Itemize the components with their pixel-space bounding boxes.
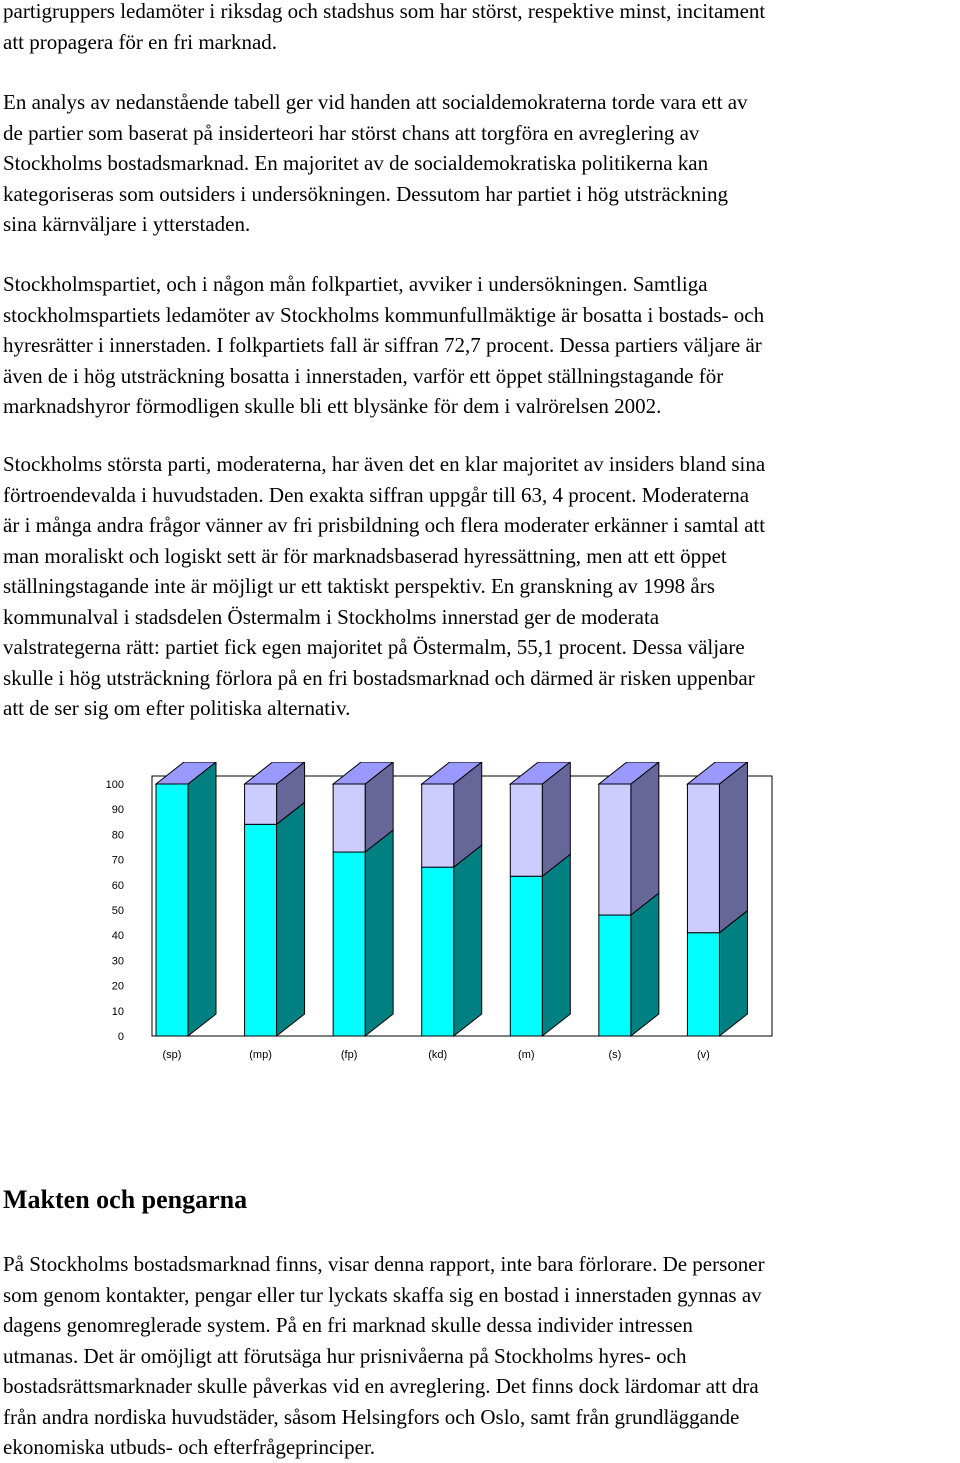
text-line: partigruppers ledamöter i riksdag och stadshus som har störst, respektive minst, incitament bbox=[3, 0, 766, 23]
text-line: även de i hög utsträckning bosatta i innerstaden, varför ett öppet ställningstagande för bbox=[3, 363, 724, 388]
bar-upper-segment bbox=[599, 784, 631, 915]
text-line: att propagera för en fri marknad. bbox=[3, 29, 278, 54]
text-line: Stockholms bostadsmarknad. En majoritet av de socialdemokratiska politikerna kan bbox=[3, 151, 709, 175]
y-tick-label: 80 bbox=[111, 829, 124, 842]
x-category-label: (kd) bbox=[428, 1049, 448, 1061]
paragraph-power-and-money bbox=[3, 1249, 958, 1463]
bar-lower-segment bbox=[510, 876, 542, 1036]
text-line: som genom kontakter, pengar eller tur lyckats skaffa sig en bostad i innerstaden gynnas av bbox=[3, 1282, 762, 1307]
bar-upper-segment bbox=[245, 784, 277, 824]
x-category-label: (m) bbox=[518, 1049, 535, 1061]
paragraph-social-democrats bbox=[3, 87, 958, 240]
bar-side-lower bbox=[277, 802, 305, 1036]
y-tick-label: 60 bbox=[111, 879, 124, 892]
text-line: skulle i hög utsträckning förlora på en fri bostadsmarknad och därmed är risken uppenbar bbox=[3, 665, 755, 690]
bar-lower-segment bbox=[422, 867, 454, 1036]
text-line: förtroendevalda i huvudstaden. Den exakta siffran uppgår till 63, 4 procent. Moderaterna bbox=[3, 482, 750, 507]
bar-lower-segment bbox=[333, 852, 365, 1036]
y-tick-label: 70 bbox=[111, 854, 124, 867]
bar-side-upper bbox=[631, 762, 659, 915]
x-category-label: (mp) bbox=[249, 1049, 272, 1061]
text-line: En analys av nedanstående tabell ger vid handen att socialdemokraterna torde vara ett av bbox=[3, 90, 748, 114]
paragraph-stockholm-party bbox=[3, 269, 958, 422]
section-heading: Makten och pengarna bbox=[3, 1185, 248, 1214]
bar-upper-segment bbox=[687, 784, 719, 933]
bar-upper-segment bbox=[422, 784, 454, 867]
y-tick-label: 10 bbox=[111, 1005, 124, 1018]
text-line: de partier som baserat på insiderteori har störst chans att torgföra en avreglering av bbox=[3, 120, 700, 145]
text-line: ekonomiska utbuds- och efterfrågeprinciper. bbox=[3, 1435, 376, 1459]
text-line: kommunalval i stadsdelen Östermalm i Stockholms innerstad ger de moderata bbox=[3, 604, 660, 629]
y-tick-label: 30 bbox=[111, 955, 124, 968]
bar-side-upper bbox=[719, 762, 747, 933]
bar-lower-segment bbox=[156, 784, 188, 1036]
text-line: ställningstagande inte är möjligt ur ett taktiskt perspektiv. En granskning av 1998 års bbox=[3, 574, 715, 598]
text-line: bostadsrättsmarknader skulle påverkas vid en avreglering. Det finns dock lärdomar att dra bbox=[3, 1374, 759, 1398]
insider-bar-chart bbox=[90, 762, 790, 1072]
text-line: hyresrätter i innerstaden. I folkpartiets fall är siffran 72,7 procent. Dessa partiers väljare är bbox=[3, 333, 762, 357]
bar-lower-segment bbox=[245, 824, 277, 1036]
bar-side-lower bbox=[631, 893, 659, 1036]
text-line: dagens genomreglerade system. På en fri marknad skulle dessa individer intressen bbox=[3, 1313, 693, 1337]
y-tick-label: 40 bbox=[111, 930, 124, 943]
text-line: kategoriseras som outsiders i undersökningen. Dessutom har partiet i hög utsträckning bbox=[3, 181, 728, 206]
text-line: stockholmspartiets ledamöter av Stockholms kommunfullmäktige är bosatta i bostads- och bbox=[3, 302, 765, 327]
text-line: utmanas. Det är omöjligt att förutsäga hur prisnivåerna på Stockholms hyres- och bbox=[3, 1343, 687, 1368]
text-line: Stockholms största parti, moderaterna, har även det en klar majoritet av insiders bland sina bbox=[3, 452, 766, 476]
x-category-label: (sp) bbox=[162, 1049, 182, 1061]
x-category-label: (v) bbox=[697, 1049, 710, 1061]
paragraph-moderates bbox=[3, 449, 958, 724]
bar-lower-segment bbox=[687, 933, 719, 1036]
bar-lower-segment bbox=[599, 915, 631, 1036]
bar-upper-segment bbox=[333, 784, 365, 852]
bar-side-lower bbox=[365, 830, 393, 1036]
text-line: På Stockholms bostadsmarknad finns, visar denna rapport, inte bara förlorare. De personer bbox=[3, 1252, 765, 1276]
text-line: är i många andra frågor vänner av fri prisbildning och flera moderater erkänner i samtal att bbox=[3, 513, 766, 537]
y-tick-label: 50 bbox=[111, 905, 124, 917]
paragraph-intro-fragment bbox=[3, 0, 958, 57]
text-line: från andra nordiska huvudstäder, såsom Helsingfors och Oslo, samt från grundläggande bbox=[3, 1404, 740, 1429]
y-tick-label: 100 bbox=[105, 779, 124, 791]
text-line: Stockholmspartiet, och i någon mån folkpartiet, avviker i undersökningen. Samtliga bbox=[3, 272, 708, 296]
x-category-label: (s) bbox=[608, 1049, 622, 1061]
y-tick-label: 90 bbox=[111, 804, 124, 817]
bar-side-lower bbox=[454, 845, 482, 1036]
text-line: valstrategerna rätt: partiet fick egen majoritet på Östermalm, 55,1 procent. Dessa väljare bbox=[3, 635, 745, 659]
x-category-label: (fp) bbox=[340, 1049, 358, 1061]
text-line: man moraliskt och logiskt sett är för marknadsbaserad hyressättning, men att ett öppet bbox=[3, 543, 727, 568]
bar-side-lower bbox=[542, 854, 570, 1036]
text-line: marknadshyror förmodligen skulle bli ett blysänke för dem i valrörelsen 2002. bbox=[3, 394, 662, 418]
y-tick-label: 20 bbox=[111, 980, 124, 993]
bar-upper-segment bbox=[510, 784, 542, 876]
text-line: sina kärnväljare i ytterstaden. bbox=[3, 212, 251, 236]
bar-side-lower bbox=[188, 762, 216, 1036]
y-tick-label: 0 bbox=[117, 1031, 124, 1043]
text-line: att de ser sig om efter politiska alternativ. bbox=[3, 696, 351, 720]
